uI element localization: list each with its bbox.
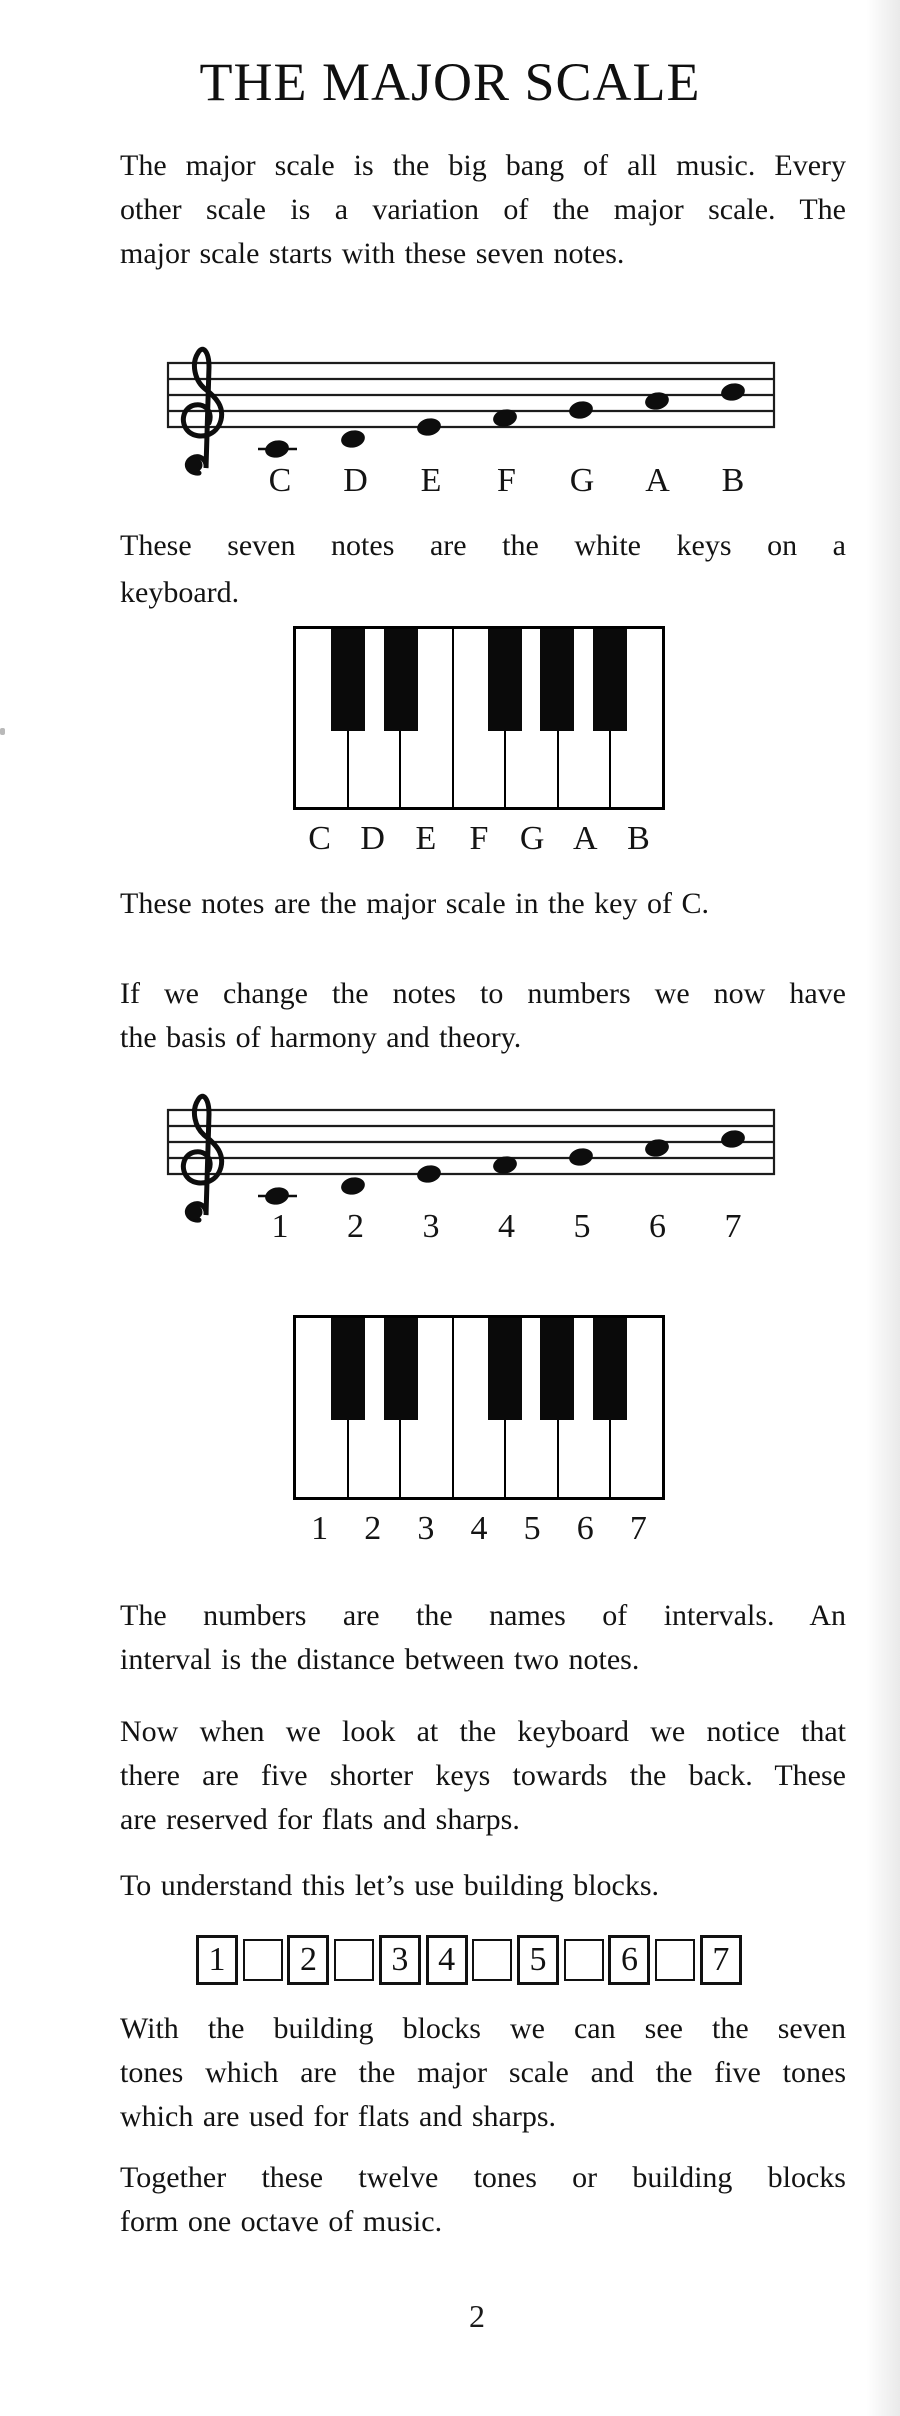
key-label-b: B — [627, 820, 650, 857]
text-line: major scale starts with these seven notes. — [120, 237, 625, 270]
keyboard-letter-labels — [293, 820, 665, 858]
paragraph-twelve-tones — [120, 2007, 846, 2139]
block-flat-sharp — [334, 1939, 374, 1981]
note-1 — [263, 438, 290, 460]
text-line: there are five shorter keys towards the back. These — [120, 1759, 846, 1792]
note-5 — [567, 1146, 594, 1168]
black-key-d-sharp — [384, 629, 418, 731]
staff-label-c: C — [268, 462, 292, 499]
key-label-3: 3 — [417, 1510, 435, 1547]
note-6 — [643, 390, 670, 412]
staff-lines — [167, 1109, 775, 1175]
text-line: form one octave of music. — [120, 2205, 443, 2238]
staff-number-labels — [258, 1208, 755, 1246]
staff-lines — [167, 362, 775, 428]
keyboard-letters-figure — [293, 626, 665, 810]
staff-letter-labels — [258, 462, 755, 500]
key-label-4: 4 — [470, 1510, 488, 1547]
staff-label-3: 3 — [422, 1208, 440, 1245]
paragraph-key-of-c — [120, 882, 846, 926]
paragraph-octave — [120, 2156, 846, 2244]
text-line: tones which are the major scale and the five tones — [120, 2056, 846, 2089]
staff-label-7: 7 — [724, 1208, 742, 1245]
black-key-5 — [593, 1318, 627, 1420]
text-line: Together these twelve tones or building blocks — [120, 2161, 846, 2194]
paragraph-intro — [120, 144, 846, 276]
page-edge-shadow — [866, 0, 900, 2416]
text-line: other scale is a variation of the major scale. The — [120, 193, 846, 226]
block-tone-3: 3 — [379, 1935, 421, 1985]
black-key-2 — [384, 1318, 418, 1420]
note-2 — [339, 428, 366, 450]
black-key-f-sharp — [488, 629, 522, 731]
paragraph-five-keys — [120, 1710, 846, 1842]
block-flat-sharp — [655, 1939, 695, 1981]
block-flat-sharp — [243, 1939, 283, 1981]
text-line: are reserved for flats and sharps. — [120, 1803, 520, 1836]
key-label-a: A — [572, 820, 598, 857]
text-line: The numbers are the names of intervals. An — [120, 1599, 846, 1632]
black-key-a-sharp — [593, 629, 627, 731]
note-7 — [719, 1128, 746, 1150]
key-label-5: 5 — [523, 1510, 541, 1547]
key-label-2: 2 — [364, 1510, 382, 1547]
text-line: which are used for flats and sharps. — [120, 2100, 557, 2133]
staff-label-1: 1 — [271, 1208, 289, 1245]
block-tone-4: 4 — [426, 1935, 468, 1985]
key-label-g: G — [519, 820, 545, 857]
block-tone-1: 1 — [196, 1935, 238, 1985]
staff-label-6: 6 — [649, 1208, 666, 1245]
staff-label-2: 2 — [347, 1208, 364, 1245]
text-line: Now when we look at the keyboard we notice that — [120, 1715, 846, 1748]
note-7 — [719, 381, 746, 403]
note-2 — [339, 1175, 366, 1197]
building-blocks-row — [196, 1934, 742, 1986]
block-tone-5: 5 — [517, 1935, 559, 1985]
paragraph-building-blocks-intro — [120, 1864, 846, 1908]
staff-label-4: 4 — [498, 1208, 515, 1245]
block-flat-sharp — [564, 1939, 604, 1981]
staff-label-g: G — [569, 462, 595, 499]
key-label-f: F — [469, 820, 489, 857]
text-line: The major scale is the big bang of all music. Every — [120, 149, 846, 182]
text-line: With the building blocks we can see the seven — [120, 2012, 846, 2045]
scale-notes — [258, 381, 747, 460]
paragraph-numbers-intro — [120, 972, 846, 1060]
block-tone-7: 7 — [700, 1935, 742, 1985]
black-key-4 — [540, 1318, 574, 1420]
text-line: interval is the distance between two notes. — [120, 1643, 640, 1676]
note-5 — [567, 399, 594, 421]
text-line: To understand this let’s use building blocks. — [120, 1869, 660, 1902]
text-line: the basis of harmony and theory. — [120, 1021, 522, 1054]
black-key-g-sharp — [540, 629, 574, 731]
key-label-e: E — [415, 820, 437, 857]
note-3 — [415, 416, 442, 438]
page-title: THE MAJOR SCALE — [199, 52, 701, 112]
staff-label-e: E — [420, 462, 442, 499]
keyboard-numbers-figure — [293, 1315, 665, 1500]
key-label-7: 7 — [629, 1510, 647, 1547]
staff-label-d: D — [343, 462, 368, 499]
black-key-1 — [331, 1318, 365, 1420]
staff-label-a: A — [645, 462, 670, 499]
scale-notes — [258, 1128, 747, 1207]
text-line: If we change the notes to numbers we now have — [120, 977, 846, 1010]
black-key-c-sharp — [331, 629, 365, 731]
key-label-d: D — [360, 820, 385, 857]
block-flat-sharp — [472, 1939, 512, 1981]
paragraph-intervals — [120, 1594, 846, 1682]
block-tone-2: 2 — [287, 1935, 329, 1985]
note-3 — [415, 1163, 442, 1185]
text-line: These notes are the major scale in the key of C. — [120, 887, 709, 920]
staff-label-f: F — [497, 462, 516, 499]
staff-label-b: B — [721, 462, 745, 499]
block-tone-6: 6 — [608, 1935, 650, 1985]
page-number: 2 — [469, 2298, 485, 2334]
note-1 — [263, 1185, 290, 1207]
paragraph-white-keys — [120, 522, 846, 616]
scan-artifact — [0, 728, 5, 735]
note-6 — [643, 1137, 670, 1159]
staff-label-5: 5 — [573, 1208, 591, 1245]
keyboard-number-labels — [293, 1510, 665, 1548]
key-label-6: 6 — [576, 1510, 594, 1547]
key-label-c: C — [308, 820, 331, 857]
key-label-1: 1 — [311, 1510, 329, 1547]
text-line: keyboard. — [120, 576, 240, 609]
text-line: These seven notes are the white keys on a — [120, 529, 846, 562]
black-key-3 — [488, 1318, 522, 1420]
